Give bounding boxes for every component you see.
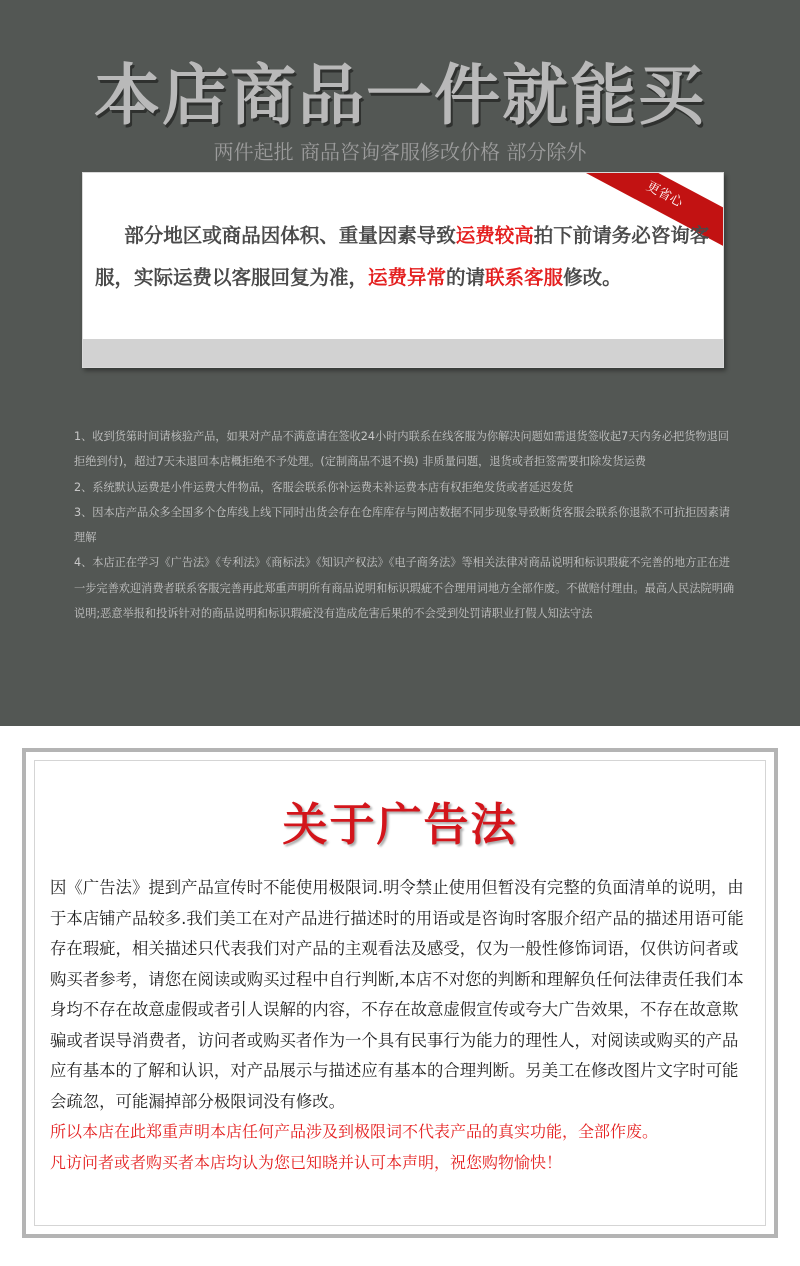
notice-part-2: 拍下前请务必咨询客服，实际运费以客服回复为准， (95, 224, 710, 289)
notice-part-4: 修改。 (563, 266, 622, 289)
page-subtitle: 两件起批 商品咨询客服修改价格 部分除外 (213, 140, 587, 164)
notice-highlight-2: 运费异常 (368, 266, 447, 289)
shipping-notice-card (82, 172, 724, 368)
notice-part-1: 部分地区或商品因体积、重量因素导致 (124, 224, 456, 247)
ad-law-title: 关于广告法 (282, 798, 518, 851)
ad-law-acknowledgement: 凡访问者或者购买者本店均认为您已知晓并认可本声明，祝您购物愉快！ (50, 1152, 563, 1172)
rule-item: 4、本店正在学习《广告法》《专利法》《商标法》《知识产权法》《电子商务法》等相关法律对商品说明和标识瑕疵不完善的地方正在进一步完善欢迎消费者联系客服完善再此郑重声明所有商品说明和标识瑕疵不合理用词地方全部作废。不做赔付理由。最高人民法院明确说明;恶意举报和投诉针对的商品说明和标识瑕疵没有造成危害后果的不会受到处罚请职业打假人知法守法 (74, 556, 735, 621)
rule-item: 3、因本店产品众多全国多个仓库线上线下同时出货会存在仓库库存与网店数据不同步现象导致断货客服会联系你退款不可抗拒因素请理解 (74, 505, 730, 545)
shipping-notice-text (95, 215, 717, 299)
notice-footer-bar (83, 339, 724, 368)
rule-item: 1、收到货第时间请核验产品，如果对产品不满意请在签收24小时内联系在线客服为你解决问题如需退货签收起7天内务必把货物退回拒绝到付)，超过7天未退回本店概拒绝不予处理。(定制商品不退不换) 非质量问题，退货或者拒签需要扣除发货运费 (74, 430, 729, 469)
notice-highlight-1: 运费较高 (455, 224, 534, 247)
store-rules (74, 424, 738, 626)
ad-law-declaration: 所以本店在此郑重声明本店任何产品涉及到极限词不代表产品的真实功能，全部作废。 (50, 1122, 659, 1141)
rule-item: 2、系统默认运费是小件运费大件物品，客服会联系你补运费未补运费本店有权拒绝发货或者延迟发货 (74, 480, 574, 494)
ad-law-body: 因《广告法》提到产品宣传时不能使用极限词.明令禁止使用但暂没有完整的负面清单的说明，由于本店铺产品较多.我们美工在对产品进行描述时的用语或是咨询时客服介绍产品的描述用语可能存在瑕疵，相关描述只代表我们对产品的主观看法及感受，仅为一般性修饰词语，仅供访问者或购买者参考，请您在阅读或购买过程中自行判断,本店不对您的判断和理解负任何法律责任我们本身均不存在故意虚假或者引人误解的内容，不存在故意虚假宣传或夸大广告效果，不存在故意欺骗或者误导消费者，访问者或购买者作为一个具有民事行为能力的理性人，对阅读或购买的产品应有基本的了解和认识，对产品展示与描述应有基本的合理判断。另美工在修改图片文字时可能会疏忽，可能漏掉部分极限词没有修改。 (50, 878, 744, 1111)
page-title: 本店商品一件就能买 (94, 57, 706, 134)
ad-law-statement (50, 873, 754, 1178)
notice-highlight-3: 联系客服 (485, 266, 564, 289)
notice-part-3: 的请 (446, 266, 486, 289)
ribbon-label: 更省心 (643, 179, 686, 211)
